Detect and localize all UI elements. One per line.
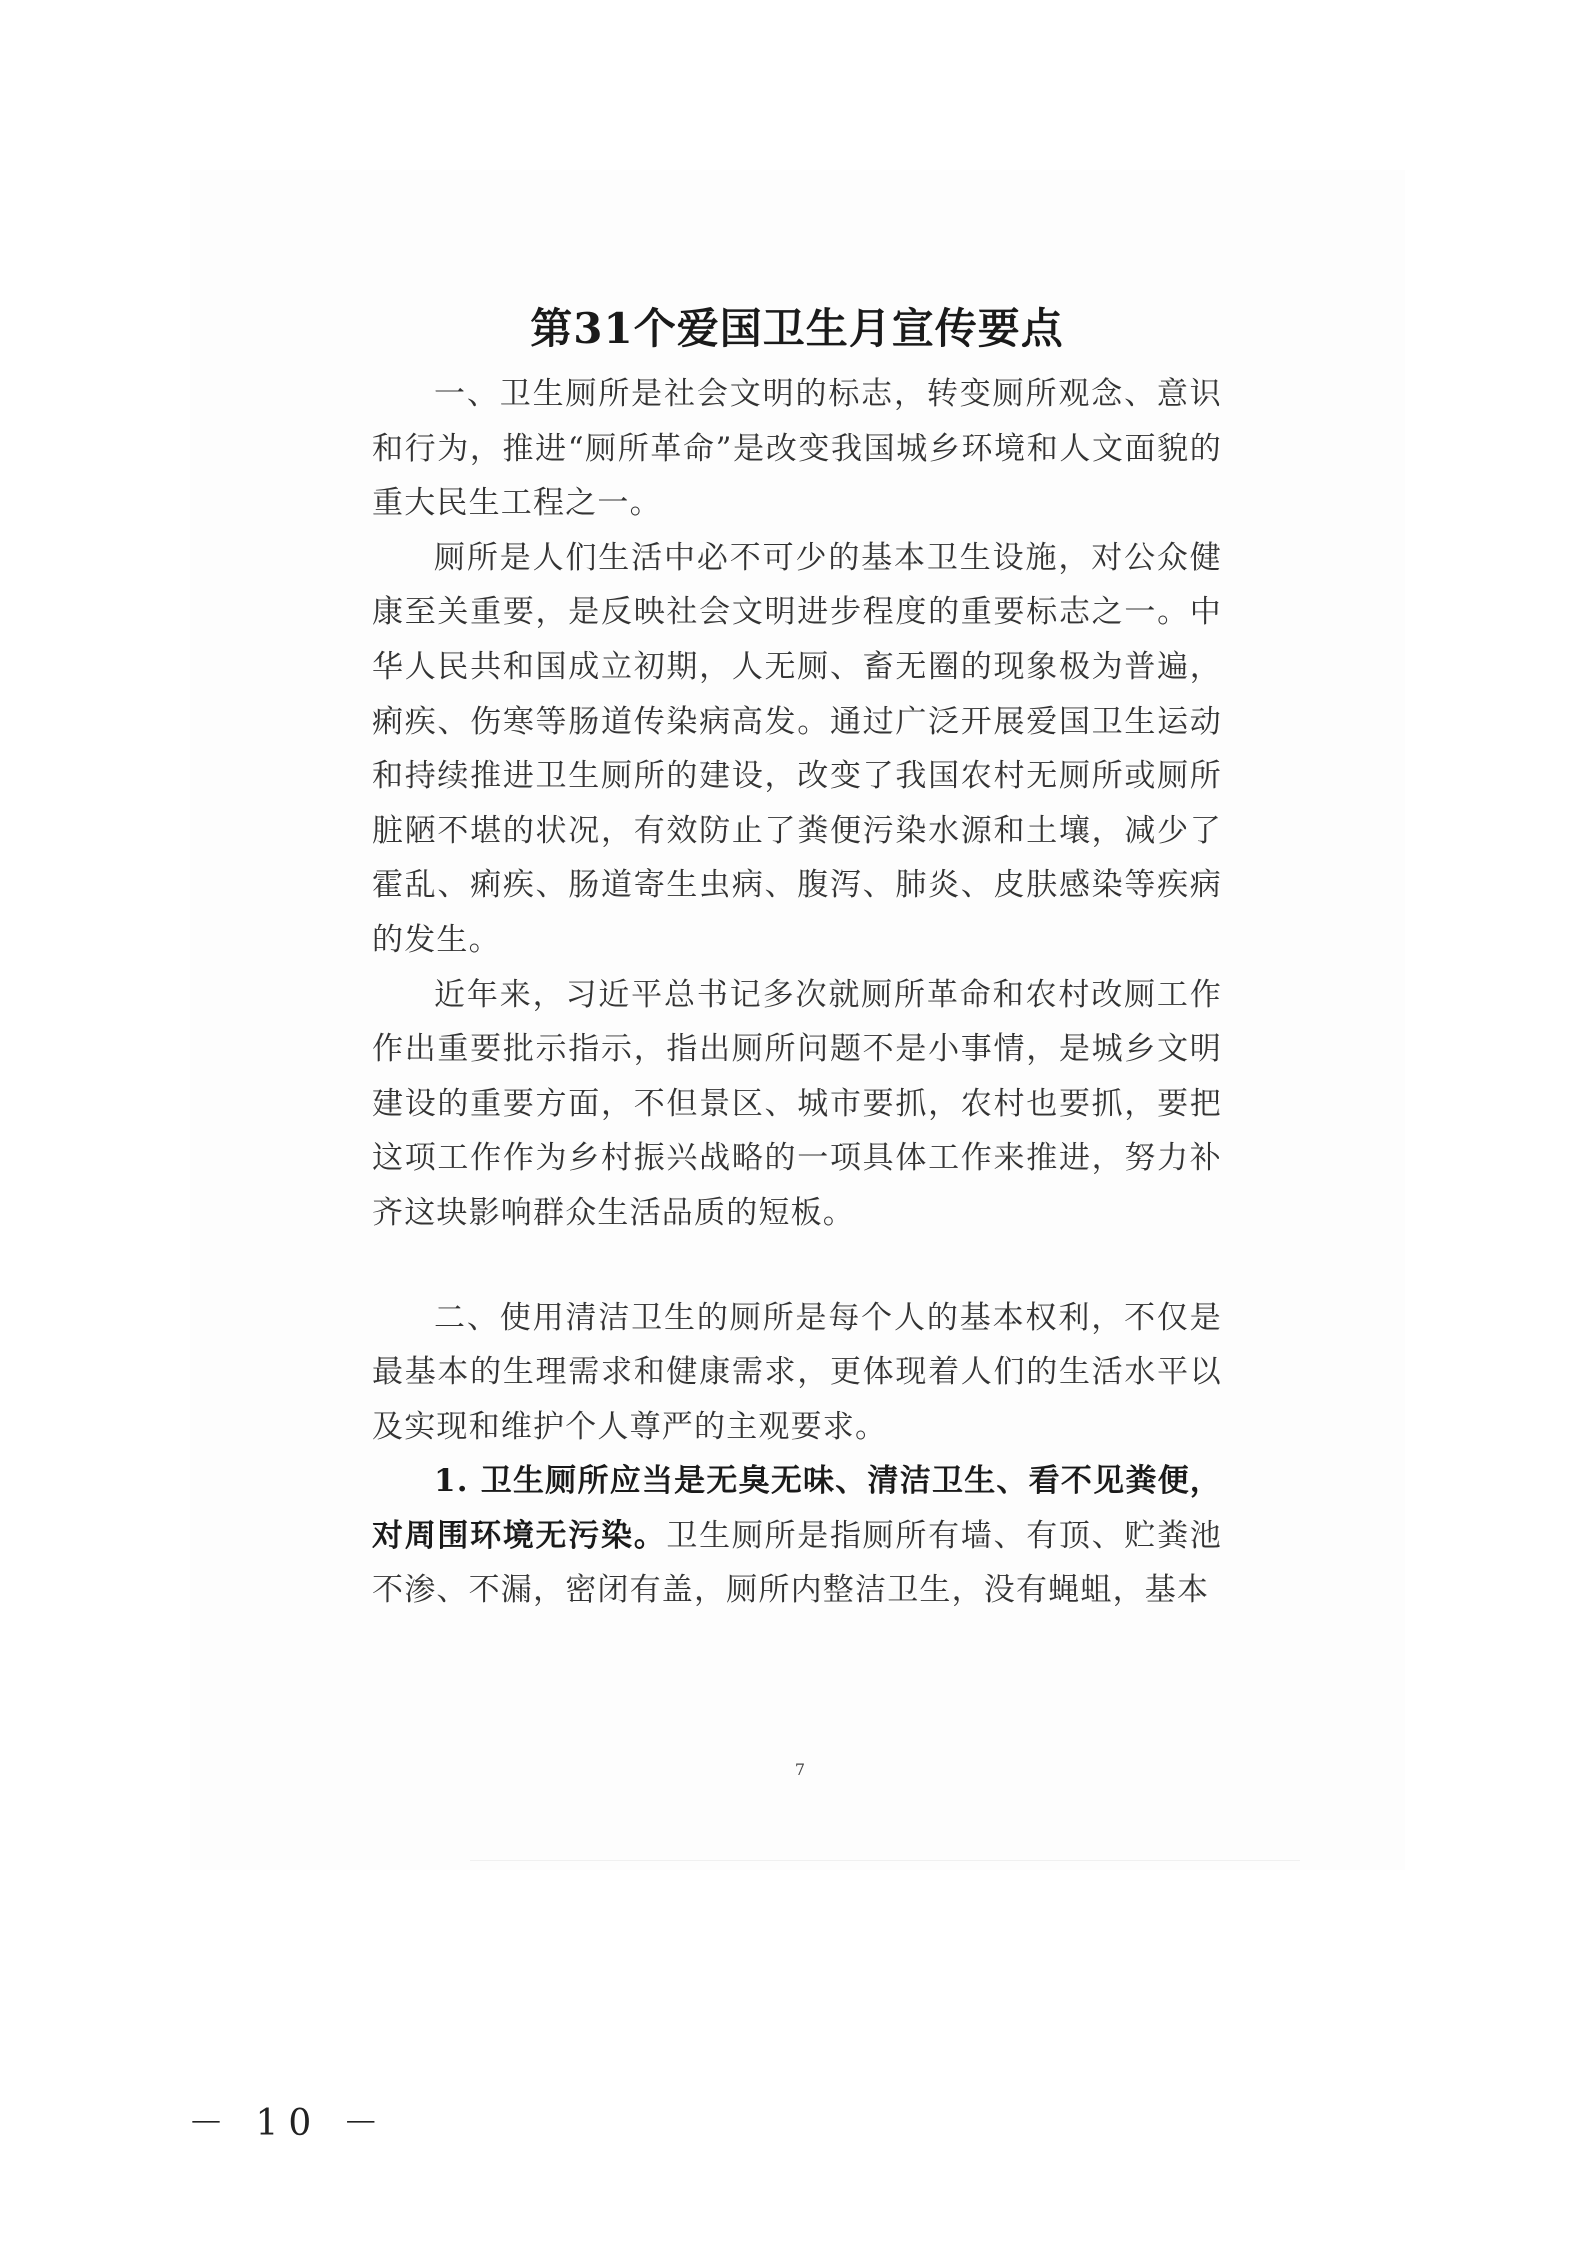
outer-page-number: － 10 － bbox=[188, 2103, 389, 2144]
point-one-heading: 1. 卫生厕所应当是无臭无味、清洁卫生、看不见粪便，对周围环境无污染。 bbox=[372, 1463, 1222, 1554]
paragraph-section-two: 二、使用清洁卫生的厕所是每个人的基本权利，不仅是最基本的生理需求和健康需求，更体现着人们的生活水平以及实现和维护个人尊严的主观要求。 bbox=[372, 1299, 1222, 1445]
paragraph-xi-instructions: 近年来，习近平总书记多次就厕所革命和农村改厕工作作出重要批示指示，指出厕所问题不是小事情，是城乡文明建设的重要方面，不但景区、城市要抓，农村也要抓，要把这项工作作为乡村振兴战略的一项具体工作来推进，努力补齐这块影响群众生活品质的短板。 bbox=[372, 976, 1222, 1231]
scan-edge-line bbox=[470, 1860, 1300, 1861]
document-body bbox=[372, 295, 1222, 1618]
paragraph-point-one bbox=[372, 1454, 1222, 1618]
paragraph-toilet-importance: 厕所是人们生活中必不可少的基本卫生设施，对公众健康至关重要，是反映社会文明进步程度的重要标志之一。中华人民共和国成立初期，人无厕、畜无圈的现象极为普遍，痢疾、伤寒等肠道传染病高发。通过广泛开展爱国卫生运动和持续推进卫生厕所的建设，改变了我国农村无厕所或厕所脏陋不堪的状况，有效防止了粪便污染水源和土壤，减少了霍乱、痢疾、肠道寄生虫病、腹泻、肺炎、皮肤感染等疾病的发生。 bbox=[372, 539, 1222, 958]
inner-page-number: 7 bbox=[794, 1760, 806, 1779]
point-one-text: 卫生厕所是指厕所有墙、有顶、贮粪池不渗、不漏，密闭有盖，厕所内整洁卫生，没有蝇蛆，基本 bbox=[372, 1517, 1222, 1609]
paragraph-section-one: 一、卫生厕所是社会文明的标志，转变厕所观念、意识和行为，推进“厕所革命”是改变我国城乡环境和人文面貌的重大民生工程之一。 bbox=[372, 376, 1222, 522]
document-title: 第31个爱国卫生月宣传要点 bbox=[530, 304, 1064, 353]
